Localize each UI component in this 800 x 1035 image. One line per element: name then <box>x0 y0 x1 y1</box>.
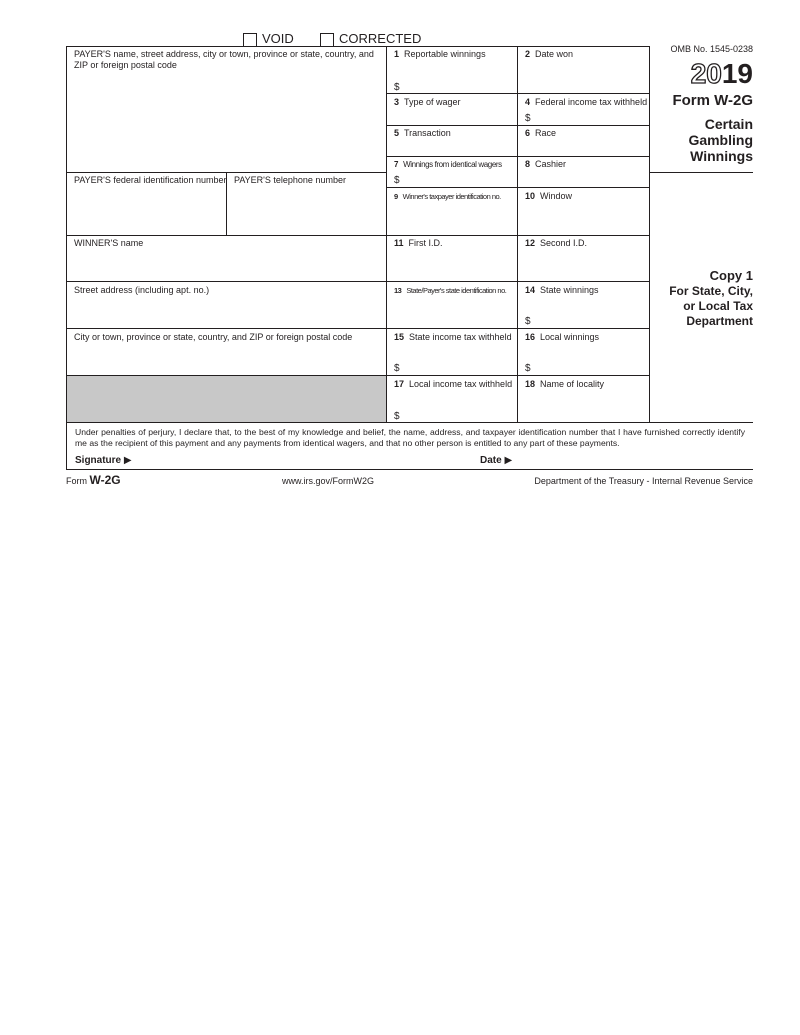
payer-fein-label: PAYER'S federal identification number <box>74 175 227 185</box>
boxes-row-line-6 <box>386 281 649 282</box>
payer-phone-label: PAYER'S telephone number <box>234 175 346 185</box>
payer-fein-field[interactable] <box>70 188 222 232</box>
box-7-dollar: $ <box>394 175 400 186</box>
box-8-field[interactable] <box>521 171 646 185</box>
box-8-text: Cashier <box>535 159 567 169</box>
boxes-row-line-1 <box>386 93 649 94</box>
box-7-field[interactable] <box>402 171 514 185</box>
box-10-label <box>525 191 572 202</box>
box-18-field[interactable] <box>521 392 646 420</box>
payer-row-line-1 <box>66 172 386 173</box>
boxes-row-line-7 <box>386 328 649 329</box>
box-11-field[interactable] <box>390 251 514 279</box>
box-4-field[interactable] <box>533 109 646 123</box>
box-5-number: 5 <box>394 128 400 138</box>
box-16-field[interactable] <box>533 345 646 373</box>
subtitle-line-2: Gambling <box>688 132 753 148</box>
perjury-left-border <box>66 422 67 469</box>
footer-department: Department of the Treasury - Internal Revenue Service <box>534 476 753 486</box>
signature-label: Signature ▶ <box>75 455 132 466</box>
form-bottom-border <box>66 469 753 470</box>
box-3-text: Type of wager <box>404 97 461 107</box>
winner-name-label: WINNER'S name <box>74 238 144 248</box>
box-17-number: 17 <box>394 379 405 389</box>
box-17-field[interactable] <box>402 392 514 420</box>
box-13-field[interactable] <box>390 298 514 326</box>
box-11-number: 11 <box>394 238 404 248</box>
box-12-number: 12 <box>525 238 536 248</box>
box-16-label <box>525 332 599 343</box>
box-11-label <box>394 238 443 249</box>
box-12-label <box>525 238 587 249</box>
payer-phone-field[interactable] <box>230 188 382 232</box>
tax-year-suffix: 19 <box>721 58 753 89</box>
box-15-label <box>394 332 512 343</box>
box-1-dollar: $ <box>394 82 400 93</box>
box-7-label <box>394 159 502 170</box>
box-5-label <box>394 128 451 139</box>
box-8-number: 8 <box>525 159 531 169</box>
winner-row-line-2 <box>66 328 386 329</box>
box-2-text: Date won <box>535 49 574 59</box>
omb-number: OMB No. 1545-0238 <box>670 44 753 54</box>
box-2-label <box>525 49 573 60</box>
winner-street-field[interactable] <box>70 298 382 325</box>
boxes-middle-divider <box>517 46 518 422</box>
form-title: Form W-2G <box>672 92 753 109</box>
box-8-label <box>525 159 566 170</box>
tax-year <box>660 58 753 90</box>
box-3-label <box>394 97 461 108</box>
winner-city-label: City or town, province or state, country, and ZIP or foreign postal code <box>74 332 353 342</box>
subtitle-line-1: Certain <box>704 116 753 132</box>
footer-form-word: Form <box>66 476 87 486</box>
payer-name-address-field[interactable] <box>70 72 382 168</box>
box-5-field[interactable] <box>390 140 514 154</box>
box-14-text: State winnings <box>540 285 599 295</box>
box-9-field[interactable] <box>390 203 514 233</box>
box-1-number: 1 <box>394 49 400 59</box>
box-5-text: Transaction <box>404 128 451 138</box>
box-17-label <box>394 379 512 390</box>
box-16-number: 16 <box>525 332 536 342</box>
box-6-label <box>525 128 556 139</box>
box-9-text: Winner's taxpayer identification no. <box>402 192 501 201</box>
tax-year-prefix: 20 <box>690 58 722 89</box>
box-15-text: State income tax withheld <box>409 332 512 342</box>
perjury-statement: Under penalties of perjury, I declare that, to the best of my knowledge and belief, the name, address, and taxpayer identification number that I have furnished correctly identify me as the recipient of this payment and any payments from identical wagers, and that no other person is entitled to any part of these payments. <box>75 427 745 448</box>
box-14-dollar: $ <box>525 316 531 327</box>
box-9-number: 9 <box>394 192 398 201</box>
corrected-label: CORRECTED <box>339 31 422 46</box>
payer-row-line-2 <box>66 235 386 236</box>
footer-url: www.irs.gov/FormW2G <box>282 476 375 486</box>
box-6-text: Race <box>535 128 557 138</box>
footer-form-number: W-2G <box>89 473 121 487</box>
box-18-text: Name of locality <box>540 379 605 389</box>
boxes-row-line-3 <box>386 156 649 157</box>
void-checkbox[interactable] <box>243 33 257 47</box>
payer-boxes-divider <box>386 46 387 422</box>
box-10-text: Window <box>540 191 573 201</box>
box-1-text: Reportable winnings <box>404 49 486 59</box>
winner-name-field[interactable] <box>70 251 382 278</box>
box-7-text: Winnings from identical wagers <box>403 160 502 169</box>
subtitle-line-3: Winnings <box>690 148 753 164</box>
signature-field[interactable] <box>140 453 470 467</box>
copy-line-2: For State, City, <box>669 284 753 298</box>
box-9-label <box>394 191 501 202</box>
box-3-number: 3 <box>394 97 400 107</box>
box-3-field[interactable] <box>390 109 514 123</box>
box-13-number: 13 <box>394 286 402 295</box>
box-4-text: Federal income tax withheld <box>535 97 648 107</box>
winner-row-line-1 <box>66 281 386 282</box>
box-6-number: 6 <box>525 128 531 138</box>
copy-designation <box>650 268 753 329</box>
perjury-top-border <box>66 422 753 423</box>
box-2-number: 2 <box>525 49 531 59</box>
box-14-label <box>525 285 599 296</box>
winner-city-field[interactable] <box>70 345 382 372</box>
box-13-label <box>394 285 506 296</box>
date-field[interactable] <box>518 453 748 467</box>
boxes-row-line-5 <box>386 235 649 236</box>
box-11-text: First I.D. <box>408 238 443 248</box>
box-10-number: 10 <box>525 191 536 201</box>
box-14-number: 14 <box>525 285 536 295</box>
form-subtitle <box>650 116 753 164</box>
box-18-number: 18 <box>525 379 536 389</box>
box-1-field[interactable] <box>402 62 514 91</box>
box-1-label <box>394 49 486 60</box>
box-4-dollar: $ <box>525 113 531 124</box>
boxes-row-line-4 <box>386 187 649 188</box>
box-16-dollar: $ <box>525 363 531 374</box>
winner-street-label: Street address (including apt. no.) <box>74 285 210 295</box>
box-15-dollar: $ <box>394 363 400 374</box>
box-12-field[interactable] <box>521 251 646 279</box>
box-17-dollar: $ <box>394 411 400 422</box>
shaded-block <box>67 376 386 422</box>
box-4-label <box>525 97 647 108</box>
form-left-border <box>66 46 67 422</box>
box-10-field[interactable] <box>521 203 646 233</box>
box-14-field[interactable] <box>533 298 646 326</box>
title-copy-divider <box>649 172 753 173</box>
box-2-field[interactable] <box>521 62 646 91</box>
copy-line-3: or Local Tax <box>683 299 753 313</box>
box-17-text: Local income tax withheld <box>409 379 513 389</box>
boxes-row-line-8 <box>386 375 649 376</box>
copy-line-4: Department <box>686 314 753 328</box>
box-16-text: Local winnings <box>540 332 600 342</box>
payer-name-address-label: PAYER'S name, street address, city or town, province or state, country, and ZIP or foreign postal code <box>74 49 374 70</box>
corrected-checkbox[interactable] <box>320 33 334 47</box>
box-12-text: Second I.D. <box>540 238 588 248</box>
copy-line-1: Copy 1 <box>709 268 753 283</box>
box-15-field[interactable] <box>402 345 514 373</box>
box-4-number: 4 <box>525 97 531 107</box>
box-7-number: 7 <box>394 160 399 169</box>
box-13-text: State/Payer's state identification no. <box>406 286 507 295</box>
form-top-border <box>66 46 649 47</box>
boxes-row-line-2 <box>386 125 649 126</box>
box-6-field[interactable] <box>521 140 646 154</box>
void-label: VOID <box>262 31 294 46</box>
footer-form-id <box>66 474 121 487</box>
date-label: Date ▶ <box>480 455 513 466</box>
box-15-number: 15 <box>394 332 405 342</box>
box-18-label <box>525 379 604 390</box>
